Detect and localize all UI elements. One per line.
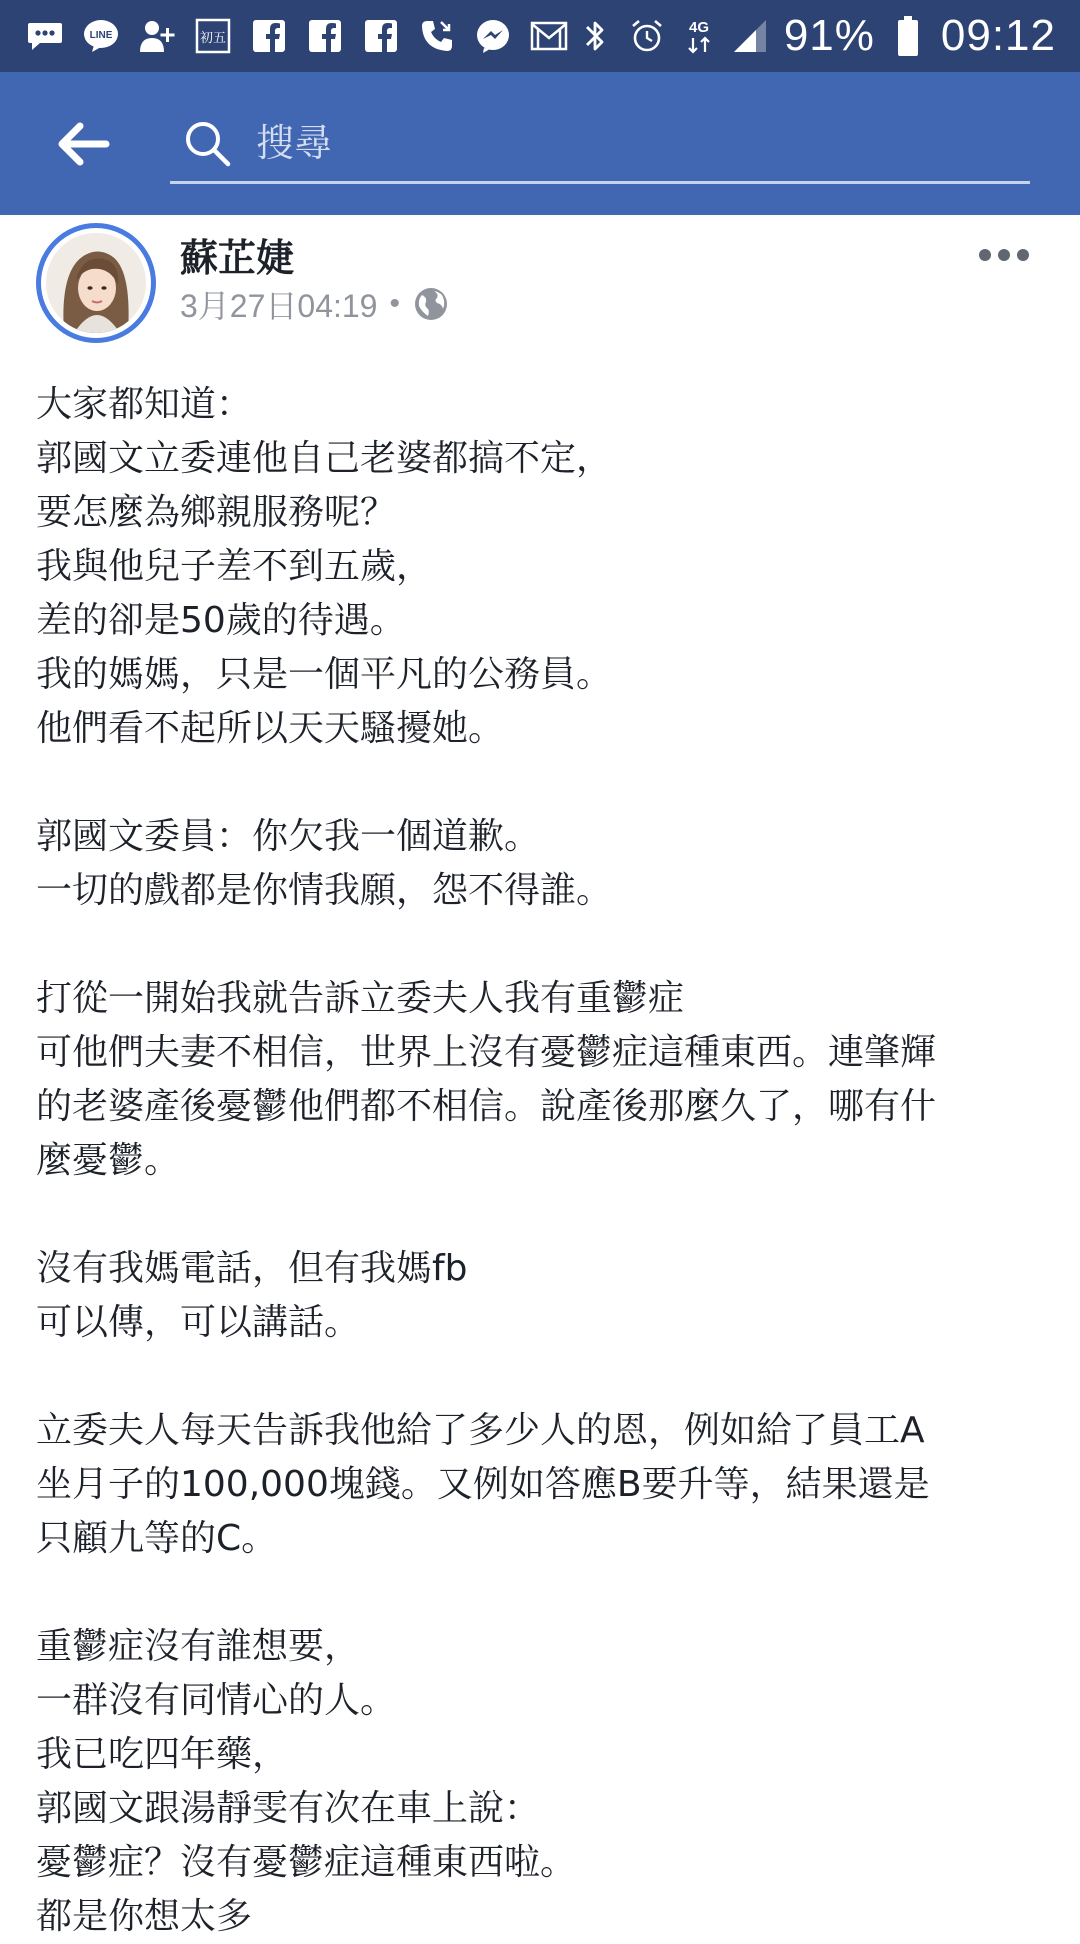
back-button[interactable] xyxy=(48,112,120,176)
search-input[interactable] xyxy=(254,107,1030,179)
more-options-button[interactable] xyxy=(968,235,1040,275)
post-text-line xyxy=(36,1188,1046,1242)
post-text-line: 坐月子的100,000塊錢。又例如答應B要升等，結果還是 xyxy=(36,1464,930,1505)
messenger-icon xyxy=(474,17,512,55)
calendar-label: 初五 xyxy=(199,31,227,46)
post-text-line: 我的媽媽，只是一個平凡的公務員。 xyxy=(36,654,613,695)
post-text-line: 我與他兒子差不到五歲， xyxy=(36,546,433,587)
post-text-line: 可他們夫妻不相信，世界上沒有憂鬱症這種東西。連肇輝 xyxy=(36,1032,937,1073)
post-text-line: 他們看不起所以天天騷擾她。 xyxy=(36,708,505,749)
notification-icons xyxy=(26,16,568,56)
search-icon xyxy=(178,114,236,172)
add-contact-icon xyxy=(138,17,176,55)
post-header xyxy=(0,215,1080,355)
battery-percentage: 91% xyxy=(783,11,875,60)
alarm-icon xyxy=(628,17,666,55)
post-text-line: 郭國文跟湯靜雯有次在車上說： xyxy=(36,1788,541,1829)
post-text-line: 的老婆產後憂鬱他們都不相信。說產後那麼久了，哪有什 xyxy=(36,1086,937,1127)
profile-photo xyxy=(46,233,146,333)
post-timestamp[interactable]: 3月27日04:19 xyxy=(180,288,378,324)
facebook-icon xyxy=(250,17,288,55)
post-text-line: 麼憂鬱。 xyxy=(36,1140,181,1181)
post-text-line: 郭國文立委連他自己老婆都搞不定， xyxy=(36,438,613,479)
post-text-line: 可以傳，可以講話。 xyxy=(36,1302,361,1343)
status-clock: 09:12 xyxy=(940,11,1056,60)
post-text xyxy=(36,378,1046,1944)
post-text-line: 沒有我媽電話，但有我媽fb xyxy=(36,1248,468,1289)
search-bar[interactable] xyxy=(170,104,1030,184)
post-text-line: 只顧九等的C。 xyxy=(36,1518,278,1559)
post-text-line: 都是你想太多 xyxy=(36,1896,253,1937)
system-indicators xyxy=(576,10,1056,62)
more-dot xyxy=(979,249,991,261)
post-text-line: 一切的戲都是你情我願，怨不得誰。 xyxy=(36,870,613,911)
post-text-line: 差的卻是50歲的待遇。 xyxy=(36,600,406,641)
line-icon xyxy=(82,17,120,55)
app-bar xyxy=(0,72,1080,215)
post-text-line xyxy=(36,1350,1046,1404)
meta-separator: • xyxy=(389,287,400,320)
signal-icon xyxy=(732,17,770,55)
facebook-icon xyxy=(306,17,344,55)
battery-icon xyxy=(889,17,927,55)
chat-bubble-icon xyxy=(26,17,64,55)
post-text-line: 立委夫人每天告訴我他給了多少人的恩，例如給了員工A xyxy=(36,1410,925,1451)
post-text-line xyxy=(36,1566,1046,1620)
post-text-line: 一群沒有同情心的人。 xyxy=(36,1680,397,1721)
bluetooth-icon xyxy=(576,17,614,55)
post-text-line: 重鬱症沒有誰想要， xyxy=(36,1626,361,1667)
post-text-line: 郭國文委員：你欠我一個道歉。 xyxy=(36,816,541,857)
status-bar xyxy=(0,0,1080,72)
missed-call-icon xyxy=(418,17,456,55)
post-text-line: 要怎麼為鄉親服務呢？ xyxy=(36,492,397,533)
post-text-line: 大家都知道： xyxy=(36,384,253,425)
post-text-line: 打從一開始我就告訴立委夫人我有重鬱症 xyxy=(36,978,685,1019)
facebook-icon xyxy=(362,17,400,55)
4g-icon xyxy=(680,17,718,55)
post-text-line xyxy=(36,918,1046,972)
network-label: 4G xyxy=(688,19,709,36)
more-dot xyxy=(998,249,1010,261)
post-text-line: 憂鬱症？沒有憂鬱症這種東西啦。 xyxy=(36,1842,577,1883)
post-text-line: 我已吃四年藥， xyxy=(36,1734,289,1775)
more-dot xyxy=(1017,249,1029,261)
author-name[interactable]: 蘇芷婕 xyxy=(180,236,295,280)
avatar[interactable] xyxy=(36,223,156,343)
globe-icon xyxy=(412,285,450,323)
gmail-icon xyxy=(530,17,568,55)
calendar-icon xyxy=(194,17,232,55)
line-label: LINE xyxy=(89,30,113,41)
post-text-line xyxy=(36,756,1046,810)
back-arrow-icon xyxy=(56,122,112,166)
post-meta xyxy=(180,281,450,327)
